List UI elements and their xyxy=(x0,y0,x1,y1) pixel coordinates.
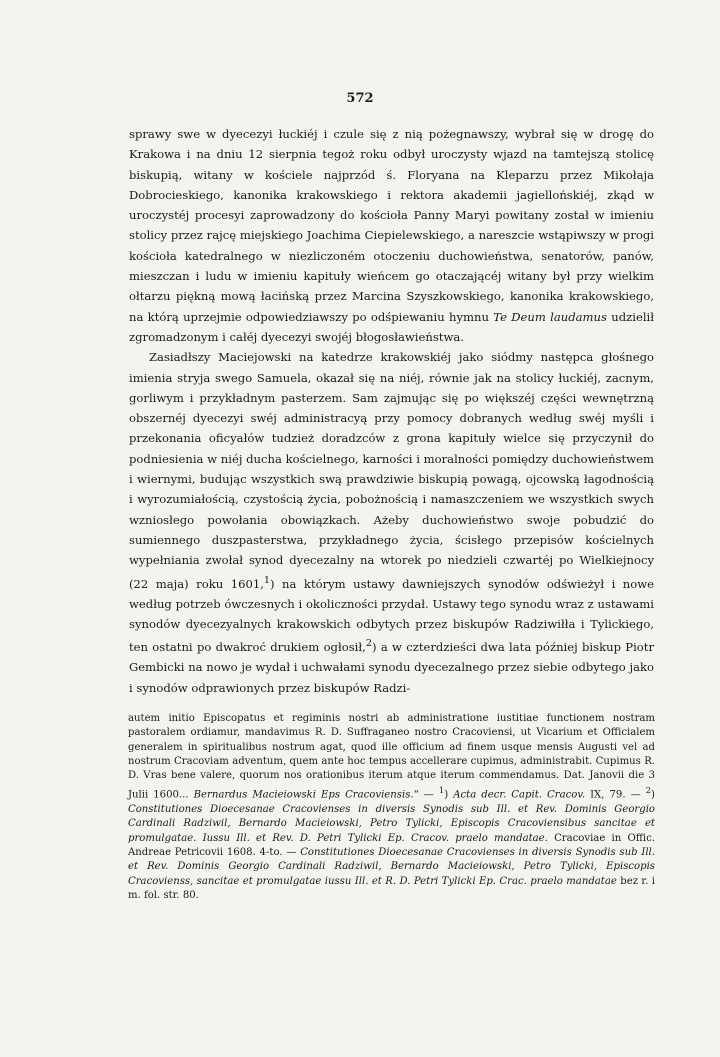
paragraph-2-text-a: Zasiadłszy Maciejowski na katedrze krakowskiéj jako siódmy następca głośnego imienia stryja swego Samuela, okazał się na niéj, równie jak na stolicy łuckiéj, zacnym, gorliwym i przykładnym pasterzem. Sam zajmując się po większéj części wewnętrzną obszernéj dyecezyi swéj administracyą przy pomocy dobranych według swéj myśli i przekonania oficyałów tudzież doradzców z grona kapituły wielce się przyczynił do podniesienia w niéj ducha kościelnego, karności i moralności pomiędzy duchowieństwem i wiernymi, budując wszystkich swą prawdziwie biskupią powagą, ojcowską łagodnością i wyrozumiałością, czystością życia, pobożnością i namaszczeniem we wszystkich swych wzniosłego powołania obowiązkach. Ażeby duchowieństwo swoje pobudzić do sumiennego duszpasterstwa, przykładnego życia, ścisłego przepisów kościelnych wypełniania zwołał synod dyecezalny na wtorek po niedzieli czwartéj po Wielkiejnocy (22 maja) roku 1601, xyxy=(129,350,654,591)
page-number: 572 xyxy=(346,91,374,106)
footnote-citation: Constitutiones Dioecesanae Cracovienses in diversis Synodis sub Ill. et Rev. Dominis Georgio Cardinali Radziwil, Bernardo Macieiowski, Petro Tylicki, Episcopis Cracoviensibus sancitae et promulgatae. Iussu Ill. et Rev. D. Petri Tylicki Ep. Cracov. praelo mandatae. xyxy=(128,804,655,844)
main-text xyxy=(129,124,654,698)
footnote-marker-2: 2 xyxy=(645,785,652,796)
hymn-title: Te Deum laudamus xyxy=(493,309,607,324)
footnote-text: Cracoviae in Offic. Andreae Petricovii 1608. 4-to. — xyxy=(128,832,656,859)
paragraph-2-text-b: ) na którym ustawy dawniejszych synodów odświeżył i nowe według potrzeb ówczesnych i okoliczności przydał. Ustawy tego synodu wraz z ustawami synodów dyecezyalnych krakowskich odbytych przez biskupów Radziwiłła i Tylickiego, ten ostatni po dwakroć drukiem ogłosił, xyxy=(129,576,654,655)
paragraph-1-text-a: sprawy swe w dyecezyi łuckiéj i czule się z nią pożegnawszy, wybrał się w drogę do Krakowa i na dniu 12 sierpnia tegoż roku odbył uroczysty wjazd na tamtejszą stolicę biskupią, witany w kościele najprzód ś. Floryana na Kleparzu przez Mikołaja Dobrocieskiego, kanonika krakowskiego i rektora akademii jagiellońskiéj, zkąd w uroczystéj procesyi zaprowadzony do kościoła Panny Maryi powitany został w imieniu stolicy przez rajcę miejskiego Joachima Ciepielewskiego, a nareszcie wstąpiwszy w progi kościoła katedralnego w niezliczoném otoczeniu duchowieństwa, senatorów, panów, mieszczan i ludu w imieniu kapituły wieńcem go otaczającéj witany był przy wielkim ołtarzu piękną mową łacińską przez Marcina Szyszkowskiego, kanonika krakowskiego, na którą uprzejmie odpowiedziawszy po odśpiewaniu hymnu xyxy=(129,127,654,324)
footnote-text: ) xyxy=(651,789,655,801)
paragraph-2 xyxy=(129,347,654,698)
footnote-signature: Bernardus Macieiowski Eps Cracoviensis. xyxy=(193,789,414,801)
footnote-ref-2: 2 xyxy=(365,638,372,650)
footnote-text: autem initio Episcopatus et regiminis nostri ab administratione iustitiae functionem nostram pastoralem ordiamur, mandavimus R. D. Suffraganeo nostro Cracoviensi, ut Vicarium et Officialem generalem in spiritualibus nostrum agat, quod ille officium ad finem usque mensis Augusti vel ad nostrum Cracoviam adventum, quem ante hoc tempus accellerare cupimus, administrabit. Cupimus R. D. Vras bene valere, quorum nos orationibus iterum atque iterum commendamus. Dat. Janovii die 3 Julii 1600... xyxy=(128,713,655,801)
footnote-citation: Constitutiones Dioecesanae Cracovienses in diversis Synodis sub Ill. et Rev. Dominis Georgio Cardinali Radziwil, Bernardo Macieiowski, Petro Tylicki, Episcopis Cracovienss, sancitae et promulgatae iussu Ill. et R. D. Petri Tylicki Ep. Crac. praelo mandatae xyxy=(128,847,655,887)
footnotes xyxy=(128,712,655,903)
footnote-marker-1: 1 xyxy=(438,785,445,796)
footnote-text: ) xyxy=(444,789,454,801)
footnote-ref-1: 1 xyxy=(263,574,271,586)
footnote-citation: Acta decr. Capit. Cracov. xyxy=(453,789,586,801)
footnote-text: IX, 79. — xyxy=(585,789,646,801)
footnote-text: “ — xyxy=(413,789,439,801)
paragraph-1-text-b: udzielił zgromadzonym i całéj dyecezyi swojéj błogosławieństwa. xyxy=(129,309,654,344)
footnote-text: bez r. i m. fol. str. 80. xyxy=(128,875,655,901)
paragraph-1 xyxy=(129,124,654,347)
footnote-block xyxy=(128,712,655,903)
paragraph-2-text-c: ) a w czterdzieści dwa lata później biskup Piotr Gembicki na nowo je wydał i uchwałami synodu dyecezalnego przez siebie odbytego jako i synodów odprawionych przez biskupów Radzi- xyxy=(129,640,654,695)
